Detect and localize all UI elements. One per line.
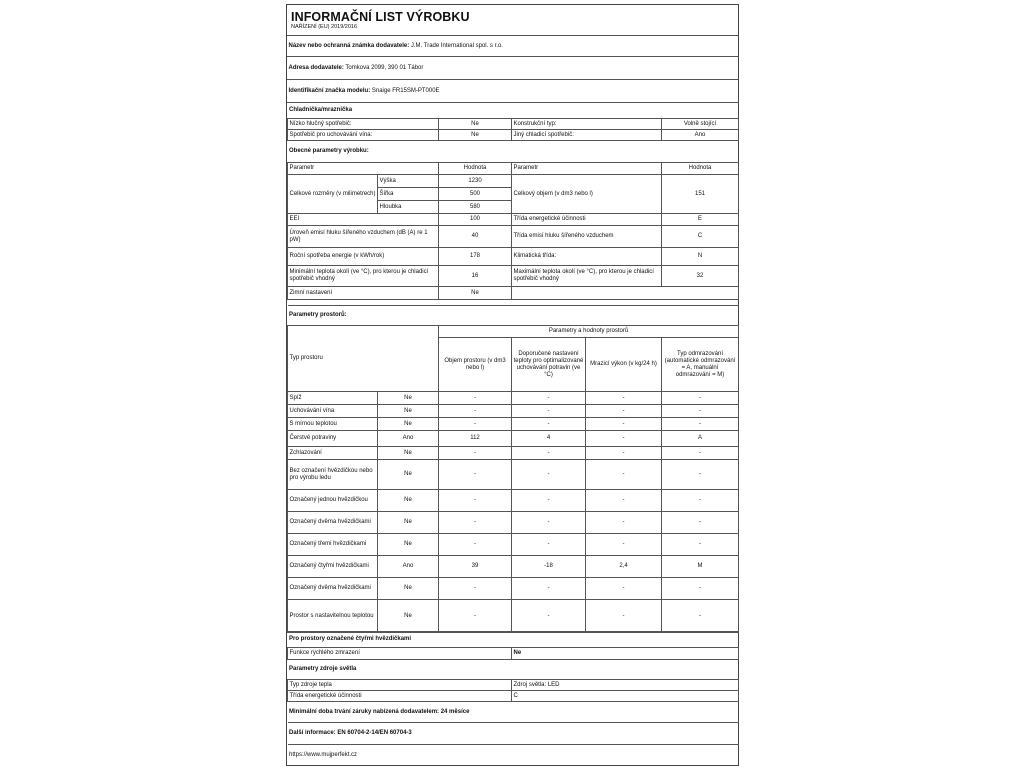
compartment-present: Ne: [378, 490, 439, 512]
compartment-row: [288, 405, 739, 418]
design-value: Volně stojící: [662, 119, 739, 130]
light-heading: Parametry zdroje světla: [288, 660, 739, 680]
compartment-row: [288, 418, 739, 431]
compartment-temp: 4: [512, 431, 586, 447]
compartment-present: Ano: [378, 431, 439, 447]
compartment-row: [288, 534, 739, 556]
compartment-temp: -: [512, 578, 586, 600]
compartment-name: Zchlazování: [288, 447, 378, 460]
general-params-table: [287, 102, 739, 300]
energy-class-value: E: [662, 214, 739, 226]
compartment-freeze: -: [586, 512, 662, 534]
eei-label: EEI: [288, 214, 439, 226]
wine-value: Ne: [439, 130, 512, 141]
warranty-value: 24 měsíce: [440, 708, 470, 715]
compartment-temp: -: [512, 405, 586, 418]
compartment-type-header: Typ prostoru: [288, 326, 439, 392]
compartment-temp: -: [512, 447, 586, 460]
noise-label: Úroveň emisí hluku šířeného vzduchem (dB (A) re 1 pW): [288, 226, 439, 248]
compartment-name: S mírnou teplotou: [288, 418, 378, 431]
compartment-freeze: -: [586, 600, 662, 633]
compartment-defrost: -: [662, 405, 739, 418]
compartment-volume: 39: [439, 556, 512, 578]
model-row: Identifikační značka modelu: Snaige FR15SM-PT000E: [287, 80, 738, 103]
compartment-row: [288, 578, 739, 600]
empty-cell: [512, 287, 739, 300]
compartment-defrost: -: [662, 490, 739, 512]
eei-value: 100: [439, 214, 512, 226]
compartment-defrost: -: [662, 447, 739, 460]
fast-freeze-value: Ne: [512, 648, 739, 660]
compartment-present: Ne: [378, 447, 439, 460]
footer-table: [287, 631, 739, 767]
temp-col-header: Doporučené nastavení teploty pro optimalizované uchovávání potravin (ve °C): [512, 338, 586, 392]
compartment-row: [288, 460, 739, 490]
compartments-heading: Parametry prostorů:: [288, 306, 739, 326]
more-info-row: Další informace: EN 60704-2-14/EN 60704-3: [288, 723, 739, 745]
compartment-defrost: -: [662, 578, 739, 600]
climate-class-value: N: [662, 248, 739, 266]
value-col-header: Hodnota: [439, 163, 512, 175]
compartment-row: [288, 431, 739, 447]
climate-class-label: Klimatická třída:: [512, 248, 662, 266]
noise-class-value: C: [662, 226, 739, 248]
compartment-row: [288, 556, 739, 578]
website-url: https://www.mujperfekt.cz: [288, 745, 739, 767]
compartment-defrost: M: [662, 556, 739, 578]
address-row: Adresa dodavatele: Tomkova 2099, 390 01 Tábor: [287, 57, 738, 80]
volume-value: 151: [662, 175, 739, 214]
dimensions-label: Celkové rozměry (v milimetrech): [288, 175, 378, 214]
compartment-temp: -18: [512, 556, 586, 578]
compartment-freeze: -: [586, 405, 662, 418]
other-appliance-label: Jiný chladicí spotřebič:: [512, 130, 662, 141]
param-col-header-right: Parametr: [512, 163, 662, 175]
fast-freeze-label: Funkce rychlého zmrazení: [288, 648, 512, 660]
compartment-present: Ne: [378, 534, 439, 556]
light-class-label: Třída energetické účinnosti: [288, 691, 512, 702]
compartment-volume: -: [439, 418, 512, 431]
winter-setting-label: Zimní nastavení: [288, 287, 439, 300]
volume-label: Celkový objem (v dm3 nebo l): [512, 175, 662, 214]
four-star-heading: Pro prostory označené čtyřmi hvězdičkami: [288, 632, 739, 648]
identification-table: [287, 35, 738, 103]
compartment-name: Označený čtyřmi hvězdičkami: [288, 556, 378, 578]
compartment-name: Prostor s nastavitelnou teplotou: [288, 600, 378, 633]
compartment-volume: -: [439, 578, 512, 600]
compartment-defrost: -: [662, 460, 739, 490]
compartment-freeze: -: [586, 578, 662, 600]
compartment-present: Ne: [378, 600, 439, 633]
model-value: Snaige FR15SM-PT000E: [371, 87, 440, 94]
compartment-freeze: -: [586, 418, 662, 431]
compartment-freeze: 2,4: [586, 556, 662, 578]
width-value: 500: [439, 188, 512, 201]
design-label: Konstrukční typ:: [512, 119, 662, 130]
compartment-rows: [288, 392, 739, 633]
width-label: Šířka: [378, 188, 439, 201]
more-info-value: EN 60704-2-14/EN 60704-3: [337, 730, 412, 736]
address-value: Tomkova 2099, 390 01 Tábor: [345, 64, 424, 71]
compartment-temp: -: [512, 460, 586, 490]
compartment-volume: -: [439, 512, 512, 534]
compartment-present: Ne: [378, 460, 439, 490]
freeze-col-header: Mrazicí výkon (v kg/24 h): [586, 338, 662, 392]
min-temp-label: Minimální teplota okolí (ve °C), pro kterou je chladicí spotřebič vhodný: [288, 266, 439, 287]
compartment-name: Bez označení hvězdičkou nebo pro výrobu ledu: [288, 460, 378, 490]
compartment-name: Označený třemi hvězdičkami: [288, 534, 378, 556]
compartment-temp: -: [512, 490, 586, 512]
compartment-defrost: -: [662, 392, 739, 405]
sheet-title: INFORMAČNÍ LIST VÝROBKU: [291, 10, 470, 24]
warranty-row: Minimální doba trvání záruky nabízená dodavatelem: 24 měsíce: [288, 702, 739, 723]
compartment-volume: -: [439, 534, 512, 556]
compartment-defrost: -: [662, 512, 739, 534]
compartments-table: [287, 305, 739, 633]
compartment-present: Ne: [378, 512, 439, 534]
compartment-freeze: -: [586, 534, 662, 556]
fridge-heading: Chladnička/mraznička: [288, 103, 739, 119]
compartment-group-header: Parametry a hodnoty prostorů: [439, 326, 739, 338]
compartment-freeze: -: [586, 490, 662, 512]
product-info-sheet: [286, 4, 739, 766]
compartment-freeze: -: [586, 431, 662, 447]
compartment-present: Ne: [378, 405, 439, 418]
annual-energy-label: Roční spotřeba energie (v kWh/rok): [288, 248, 439, 266]
winter-setting-value: Ne: [439, 287, 512, 300]
noise-value: 40: [439, 226, 512, 248]
compartment-temp: -: [512, 418, 586, 431]
low-noise-value: Ne: [439, 119, 512, 130]
supplier-value: J.M. Trade International spol. s r.o.: [410, 42, 503, 49]
compartment-name: Čerstvé potraviny: [288, 431, 378, 447]
volume-col-header: Objem prostoru (v dm3 nebo l): [439, 338, 512, 392]
defrost-col-header: Typ odmrazování (automatické odmrazování = A, manuální odmrazování = M): [662, 338, 739, 392]
compartment-name: Spíž: [288, 392, 378, 405]
low-noise-label: Nízko hlučný spotřebič:: [288, 119, 439, 130]
height-label: Výška: [378, 175, 439, 188]
depth-label: Hloubka: [378, 201, 439, 214]
compartment-defrost: -: [662, 534, 739, 556]
light-class-value: C: [512, 691, 739, 702]
compartment-row: [288, 447, 739, 460]
compartment-name: Označený dvěma hvězdičkami: [288, 512, 378, 534]
compartment-temp: -: [512, 534, 586, 556]
compartment-name: Označený dvěma hvězdičkami: [288, 578, 378, 600]
compartment-present: Ne: [378, 418, 439, 431]
compartment-freeze: -: [586, 447, 662, 460]
compartment-row: [288, 392, 739, 405]
sheet-header: [291, 10, 470, 31]
compartment-volume: 112: [439, 431, 512, 447]
light-type-value: Zdroj světla: LED: [512, 680, 739, 691]
general-heading: Obecné parametry výrobku:: [288, 141, 739, 163]
noise-class-label: Třída emisí hluku šířeného vzduchem: [512, 226, 662, 248]
compartment-temp: -: [512, 600, 586, 633]
compartment-row: [288, 600, 739, 633]
compartment-name: Uchovávání vína: [288, 405, 378, 418]
compartment-present: Ne: [378, 392, 439, 405]
compartment-temp: -: [512, 392, 586, 405]
light-type-label: Typ zdroje tepla: [288, 680, 512, 691]
supplier-row: Název nebo ochranná známka dodavatele: J.M. Trade International spol. s r.o.: [287, 36, 738, 57]
compartment-volume: -: [439, 460, 512, 490]
regulation-reference: NAŘÍZENÍ (EU) 2019/2016: [291, 24, 358, 30]
compartment-name: Označený jednou hvězdičkou: [288, 490, 378, 512]
height-value: 1230: [439, 175, 512, 188]
compartment-defrost: -: [662, 600, 739, 633]
other-appliance-value: Ano: [662, 130, 739, 141]
compartment-volume: -: [439, 600, 512, 633]
compartment-row: [288, 490, 739, 512]
compartment-present: Ano: [378, 556, 439, 578]
compartment-freeze: -: [586, 460, 662, 490]
compartment-volume: -: [439, 447, 512, 460]
annual-energy-value: 178: [439, 248, 512, 266]
min-temp-value: 16: [439, 266, 512, 287]
compartment-volume: -: [439, 392, 512, 405]
compartment-defrost: -: [662, 418, 739, 431]
compartment-volume: -: [439, 490, 512, 512]
max-temp-label: Maximální teplota okolí (ve °C), pro kterou je chladicí spotřebič vhodný: [512, 266, 662, 287]
energy-class-label: Třída energetické účinnosti: [512, 214, 662, 226]
compartment-present: Ne: [378, 578, 439, 600]
param-col-header: Parametr: [288, 163, 439, 175]
compartment-freeze: -: [586, 392, 662, 405]
depth-value: 580: [439, 201, 512, 214]
max-temp-value: 32: [662, 266, 739, 287]
compartment-row: [288, 512, 739, 534]
value-col-header-right: Hodnota: [662, 163, 739, 175]
wine-label: Spotřebič pro uchovávání vína:: [288, 130, 439, 141]
compartment-temp: -: [512, 512, 586, 534]
compartment-defrost: A: [662, 431, 739, 447]
compartment-volume: -: [439, 405, 512, 418]
